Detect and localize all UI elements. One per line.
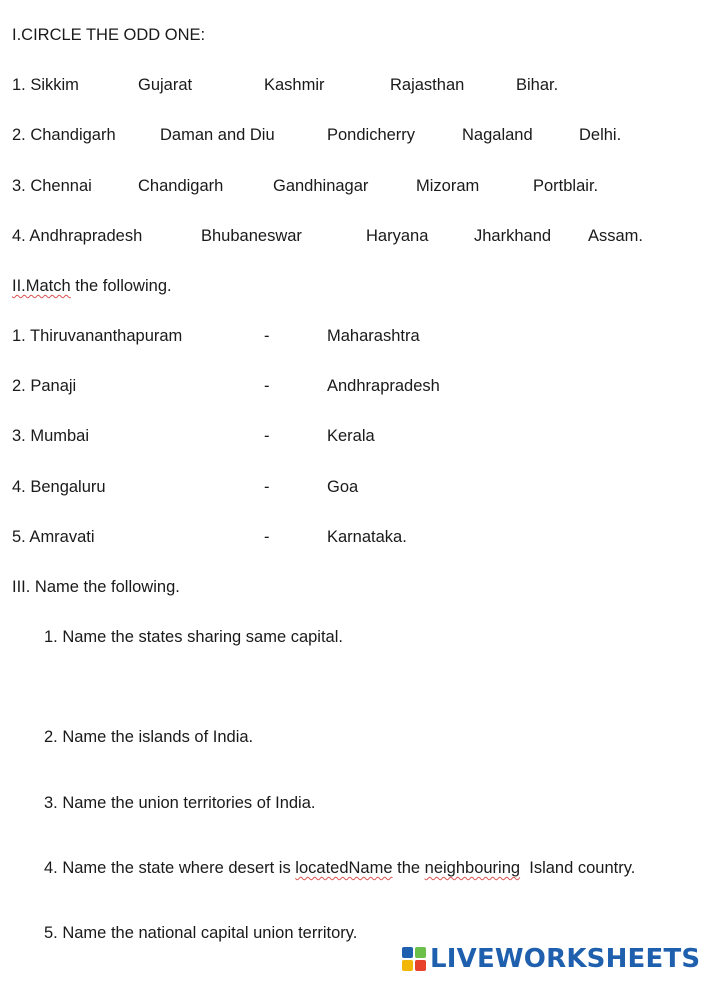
option: Pondicherry [327, 126, 416, 144]
question-4-part: 4. Name the state where desert is [44, 859, 296, 877]
option: Bihar. [516, 76, 559, 94]
section1-title: I.CIRCLE THE ODD ONE: [12, 26, 206, 44]
option: Gandhinagar [273, 177, 369, 195]
match-right: Kerala [327, 427, 375, 445]
option: 4. Andhrapradesh [12, 227, 143, 245]
option: Delhi. [579, 126, 622, 144]
section2-title-suffix: the following. [70, 277, 172, 295]
section2-title [12, 276, 172, 296]
liveworksheets-mark-icon [402, 947, 426, 971]
match-dash: - [264, 427, 270, 445]
option: 2. Chandigarh [12, 126, 116, 144]
question-4-part: the [392, 859, 425, 877]
match-dash: - [264, 528, 270, 546]
match-left: 4. Bengaluru [12, 478, 106, 496]
match-dash: - [264, 377, 270, 395]
option: Daman and Diu [160, 126, 275, 144]
match-right: Andhrapradesh [327, 377, 440, 395]
option: Portblair. [533, 177, 599, 195]
match-left: 3. Mumbai [12, 427, 90, 445]
match-left: 1. Thiruvananthapuram [12, 327, 183, 345]
match-right: Maharashtra [327, 327, 420, 345]
option: Jharkhand [474, 227, 552, 245]
option: Assam. [588, 227, 644, 245]
match-right: Karnataka. [327, 528, 407, 546]
question-1: 1. Name the states sharing same capital. [44, 628, 343, 646]
option: Chandigarh [138, 177, 224, 195]
section2-title-prefix: II.Match [12, 277, 71, 295]
option: Rajasthan [390, 76, 465, 94]
question-3: 3. Name the union territories of India. [44, 794, 316, 812]
question-4-part: Island country. [520, 859, 636, 877]
question-2: 2. Name the islands of India. [44, 728, 254, 746]
question-5: 5. Name the national capital union territory. [44, 924, 358, 942]
question-4 [44, 858, 635, 878]
match-dash: - [264, 327, 270, 345]
option: Haryana [366, 227, 429, 245]
match-dash: - [264, 478, 270, 496]
option: Gujarat [138, 76, 193, 94]
option: Mizoram [416, 177, 480, 195]
match-right: Goa [327, 478, 359, 496]
option: 1. Sikkim [12, 76, 79, 94]
option: 3. Chennai [12, 177, 92, 195]
option: Bhubaneswar [201, 227, 302, 245]
liveworksheets-logo [402, 944, 700, 974]
match-left: 2. Panaji [12, 377, 77, 395]
question-4-misspelled: neighbouring [424, 859, 521, 877]
section3-title: III. Name the following. [12, 578, 180, 596]
logo-text: LIVEWORKSHEETS [430, 944, 701, 974]
match-left: 5. Amravati [12, 528, 95, 546]
option: Kashmir [264, 76, 325, 94]
option: Nagaland [462, 126, 533, 144]
question-4-misspelled: locatedName [295, 859, 393, 877]
